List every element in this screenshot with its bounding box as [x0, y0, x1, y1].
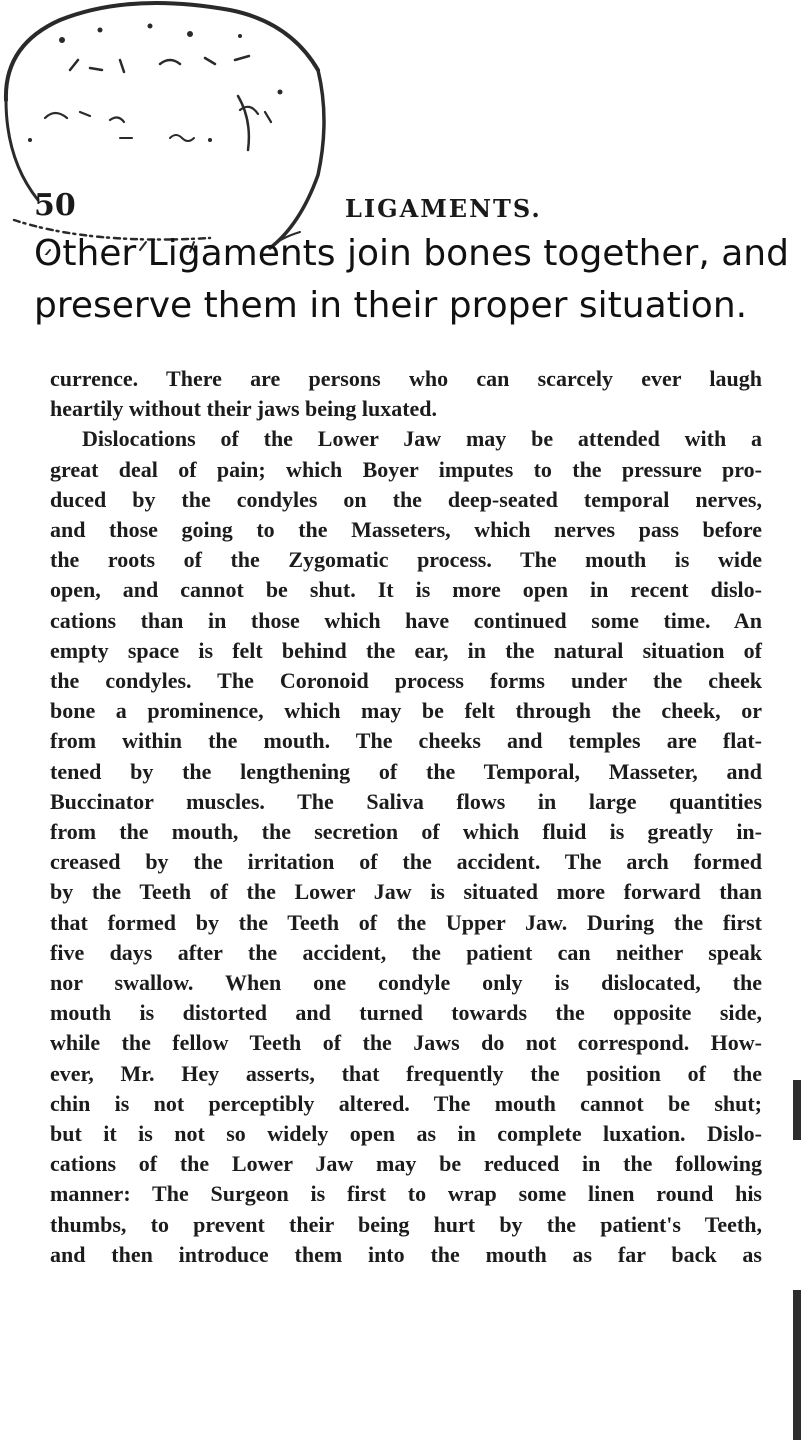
- text-line: duced by the condyles on the deep-seated temporal nerves,: [50, 486, 762, 512]
- edge-mark: [793, 1080, 801, 1140]
- text-line: the condyles. The Coronoid process forms under the cheek: [50, 668, 762, 694]
- text-line: by the Teeth of the Lower Jaw is situated more forward than: [50, 879, 762, 905]
- text-line: manner: The Surgeon is first to wrap some linen round his: [50, 1181, 762, 1207]
- text-line: cations of the Lower Jaw may be reduced in the following: [50, 1151, 762, 1177]
- text-line: Dislocations of the Lower Jaw may be attended with a: [82, 426, 762, 452]
- motto-line-2: preserve them in their proper situation.: [34, 285, 748, 326]
- text-line: open, and cannot be shut. It is more open in recent dislo-: [50, 577, 762, 603]
- text-line: tened by the lengthening of the Temporal, Masseter, and: [50, 758, 762, 784]
- body-text: [50, 364, 762, 1270]
- text-line: heartily without their jaws being luxated.: [50, 396, 438, 422]
- text-line: but it is not so widely open as in complete luxation. Dislo-: [50, 1121, 762, 1147]
- motto-line-1: Other Ligaments join bones together, and: [34, 233, 789, 274]
- text-line: empty space is felt behind the ear, in the natural situation of: [50, 637, 762, 663]
- text-line: Buccinator muscles. The Saliva flows in large quantities: [50, 788, 762, 814]
- page-number: 50: [34, 188, 76, 223]
- running-head: LIGAMENTS.: [345, 194, 542, 223]
- text-line: ever, Mr. Hey asserts, that frequently the position of the: [50, 1060, 762, 1086]
- text-line: while the fellow Teeth of the Jaws do not correspond. How-: [50, 1030, 762, 1056]
- text-line: great deal of pain; which Boyer imputes to the pressure pro-: [50, 456, 762, 482]
- text-line: creased by the irritation of the accident. The arch formed: [50, 849, 762, 875]
- text-line: from the mouth, the secretion of which fluid is greatly in-: [50, 819, 762, 845]
- text-line: mouth is distorted and turned towards the opposite side,: [50, 1000, 762, 1026]
- text-line: chin is not perceptibly altered. The mouth cannot be shut;: [50, 1090, 762, 1116]
- text-line: that formed by the Teeth of the Upper Jaw. During the first: [50, 909, 762, 935]
- text-line: thumbs, to prevent their being hurt by the patient's Teeth,: [50, 1211, 762, 1237]
- text-line: bone a prominence, which may be felt through the cheek, or: [50, 698, 762, 724]
- text-line: currence. There are persons who can scarcely ever laugh: [50, 366, 762, 391]
- text-line: and those going to the Masseters, which nerves pass before: [50, 517, 762, 543]
- text-line: the roots of the Zygomatic process. The mouth is wide: [50, 547, 762, 573]
- text-line: cations than in those which have continued some time. An: [50, 607, 762, 633]
- text-line: and then introduce them into the mouth as far back as: [50, 1241, 762, 1267]
- text-line: from within the mouth. The cheeks and temples are flat-: [50, 728, 762, 754]
- text-line: nor swallow. When one condyle only is dislocated, the: [50, 970, 762, 996]
- text-line: five days after the accident, the patient can neither speak: [50, 939, 762, 965]
- page-motto: [34, 228, 789, 332]
- edge-mark: [793, 1290, 801, 1440]
